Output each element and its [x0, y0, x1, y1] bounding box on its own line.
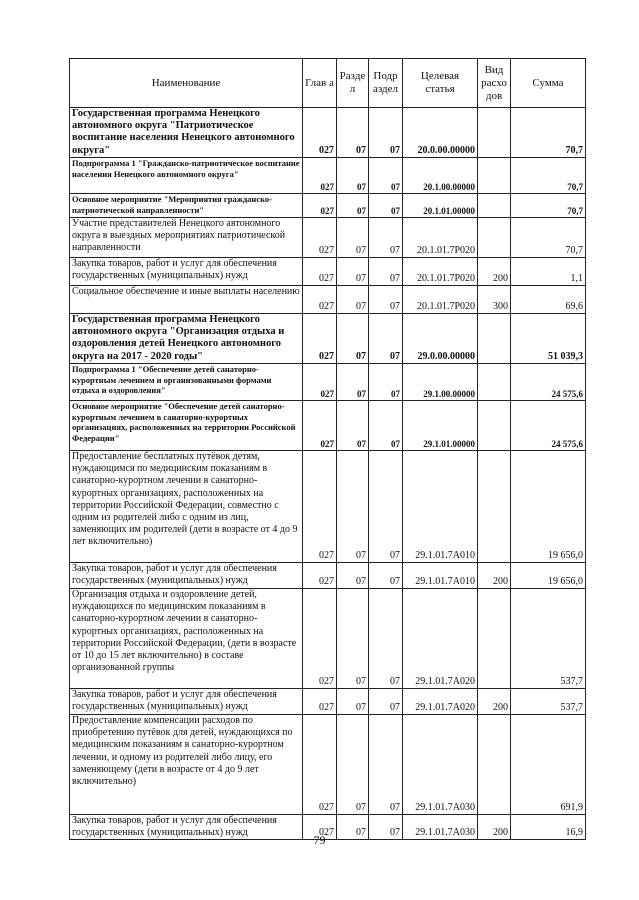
- row-razdel: 07: [337, 314, 369, 364]
- row-podrazdel: 07: [369, 286, 403, 314]
- row-vid-raskhodov: 200: [478, 689, 511, 715]
- row-name: Закупка товаров, работ и услуг для обеспечения государственных (муниципальных) нужд: [70, 689, 303, 715]
- table-body: [70, 108, 586, 840]
- row-glava: 027: [303, 194, 337, 218]
- row-razdel: 07: [337, 815, 369, 840]
- row-name: Социальное обеспечение и иные выплаты населению: [70, 286, 303, 314]
- row-vid-raskhodov: [478, 194, 511, 218]
- row-tselevaya-statya: 29.1.01.7А030: [403, 715, 478, 815]
- row-tselevaya-statya: 20.1.01.00000: [403, 194, 478, 218]
- row-summa: 19 656,0: [511, 563, 586, 589]
- row-tselevaya-statya: 29.1.01.7А010: [403, 563, 478, 589]
- row-glava: 027: [303, 218, 337, 258]
- row-summa: 537,7: [511, 689, 586, 715]
- row-tselevaya-statya: 29.1.01.7А020: [403, 689, 478, 715]
- row-podrazdel: 07: [369, 401, 403, 451]
- row-name: Закупка товаров, работ и услуг для обеспечения государственных (муниципальных) нужд: [70, 258, 303, 286]
- table-header-row: [70, 59, 586, 108]
- row-razdel: 07: [337, 108, 369, 158]
- row-podrazdel: 07: [369, 258, 403, 286]
- row-razdel: 07: [337, 401, 369, 451]
- row-vid-raskhodov: 200: [478, 563, 511, 589]
- table-row: [70, 563, 586, 589]
- row-tselevaya-statya: 29.1.00.00000: [403, 364, 478, 401]
- row-podrazdel: 07: [369, 589, 403, 689]
- row-razdel: 07: [337, 589, 369, 689]
- row-vid-raskhodov: 300: [478, 286, 511, 314]
- header-razdel: Разде л: [337, 59, 369, 108]
- row-podrazdel: 07: [369, 815, 403, 840]
- row-summa: 537,7: [511, 589, 586, 689]
- row-glava: 027: [303, 314, 337, 364]
- row-vid-raskhodov: [478, 314, 511, 364]
- row-razdel: 07: [337, 715, 369, 815]
- row-tselevaya-statya: 29.1.01.7А020: [403, 589, 478, 689]
- row-podrazdel: 07: [369, 314, 403, 364]
- row-podrazdel: 07: [369, 218, 403, 258]
- row-podrazdel: 07: [369, 158, 403, 194]
- row-razdel: 07: [337, 194, 369, 218]
- row-glava: 027: [303, 286, 337, 314]
- row-podrazdel: 07: [369, 108, 403, 158]
- row-name: Подпрограмма 1 "Гражданско-патриотическое воспитание населения Ненецкого автономного округа": [70, 158, 303, 194]
- header-vid-raskhodov: Вид расхо дов: [478, 59, 511, 108]
- row-glava: 027: [303, 364, 337, 401]
- row-tselevaya-statya: 20.1.00.00000: [403, 158, 478, 194]
- row-glava: 027: [303, 815, 337, 840]
- row-glava: 027: [303, 158, 337, 194]
- row-glava: 027: [303, 715, 337, 815]
- row-razdel: 07: [337, 689, 369, 715]
- row-vid-raskhodov: [478, 108, 511, 158]
- row-name: Закупка товаров, работ и услуг для обеспечения государственных (муниципальных) нужд: [70, 563, 303, 589]
- row-vid-raskhodov: [478, 158, 511, 194]
- table-row: [70, 108, 586, 158]
- row-tselevaya-statya: 29.0.00.00000: [403, 314, 478, 364]
- table-row: [70, 589, 586, 689]
- table-row: [70, 715, 586, 815]
- row-name: Основное мероприятие "Мероприятия гражданско-патриотической направленности": [70, 194, 303, 218]
- row-glava: 027: [303, 689, 337, 715]
- row-summa: 51 039,3: [511, 314, 586, 364]
- row-name: Государственная программа Ненецкого автономного округа "Организация отдыха и оздоровления детей Ненецкого автономного округа на 2017 - 2020 годы": [70, 314, 303, 364]
- row-vid-raskhodov: [478, 401, 511, 451]
- row-vid-raskhodov: [478, 715, 511, 815]
- table-row: [70, 364, 586, 401]
- header-tselevaya-statya: Целевая статья: [403, 59, 478, 108]
- row-razdel: 07: [337, 563, 369, 589]
- row-razdel: 07: [337, 286, 369, 314]
- row-vid-raskhodov: 200: [478, 258, 511, 286]
- row-name: Предоставление бесплатных путёвок детям, нуждающимся по медицинским показаниям в санаторно-курортном лечении в санаторно-курортных организациях, расположенных на территории Российской Федерации, совместно с одним из родителей либо с одним из лиц, заменяющих им родителей (дети в возрасте от 4 до 9 лет включительно): [70, 451, 303, 563]
- row-tselevaya-statya: 20.1.01.7Р020: [403, 286, 478, 314]
- row-summa: 69,6: [511, 286, 586, 314]
- table-row: [70, 194, 586, 218]
- row-name: Подпрограмма 1 "Обеспечение детей санаторно-курортным лечением и организованными формами отдыха и оздоровления": [70, 364, 303, 401]
- table-row: [70, 286, 586, 314]
- table-row: [70, 401, 586, 451]
- row-razdel: 07: [337, 258, 369, 286]
- row-podrazdel: 07: [369, 715, 403, 815]
- row-summa: 70,7: [511, 158, 586, 194]
- table-row: [70, 158, 586, 194]
- row-summa: 19 656,0: [511, 451, 586, 563]
- row-summa: 24 575,6: [511, 364, 586, 401]
- header-summa: Сумма: [511, 59, 586, 108]
- budget-table: [69, 58, 586, 840]
- row-glava: 027: [303, 563, 337, 589]
- row-name: Основное мероприятие "Обеспечение детей санаторно-курортным лечением в санаторно-курортных организациях, расположенных на территории Российской Федерации": [70, 401, 303, 451]
- row-summa: 70,7: [511, 218, 586, 258]
- row-podrazdel: 07: [369, 364, 403, 401]
- page-number: 79: [313, 833, 326, 847]
- row-summa: 24 575,6: [511, 401, 586, 451]
- header-name: Наименование: [70, 59, 303, 108]
- row-tselevaya-statya: 20.1.01.7Р020: [403, 218, 478, 258]
- row-tselevaya-statya: 20.1.01.7Р020: [403, 258, 478, 286]
- table-row: [70, 451, 586, 563]
- row-name: Предоставление компенсации расходов по приобретению путёвок для детей, нуждающихся по медицинским показаниям в санаторно-курортном лечении, и одному из родителей либо лицу, его заменяющему (дети в возрасте от 4 до 9 лет включительно): [70, 715, 303, 815]
- table-row: [70, 689, 586, 715]
- row-glava: 027: [303, 401, 337, 451]
- row-summa: 691,9: [511, 715, 586, 815]
- table-row: [70, 258, 586, 286]
- row-vid-raskhodov: [478, 218, 511, 258]
- row-tselevaya-statya: 29.1.01.7А010: [403, 451, 478, 563]
- table-row: [70, 314, 586, 364]
- row-tselevaya-statya: 29.1.01.00000: [403, 401, 478, 451]
- row-razdel: 07: [337, 451, 369, 563]
- header-podrazdel: Подр аздел: [369, 59, 403, 108]
- row-vid-raskhodov: [478, 589, 511, 689]
- row-tselevaya-statya: 29.1.01.7А030: [403, 815, 478, 840]
- row-glava: 027: [303, 258, 337, 286]
- row-vid-raskhodov: 200: [478, 815, 511, 840]
- row-tselevaya-statya: 20.0.00.00000: [403, 108, 478, 158]
- row-summa: 70,7: [511, 108, 586, 158]
- row-name: Участие представителей Ненецкого автономного округа в выездных мероприятиях патриотической направленности: [70, 218, 303, 258]
- row-podrazdel: 07: [369, 194, 403, 218]
- row-podrazdel: 07: [369, 451, 403, 563]
- row-glava: 027: [303, 589, 337, 689]
- row-summa: 16,9: [511, 815, 586, 840]
- row-razdel: 07: [337, 364, 369, 401]
- row-razdel: 07: [337, 218, 369, 258]
- row-name: Закупка товаров, работ и услуг для обеспечения государственных (муниципальных) нужд: [70, 815, 303, 840]
- header-glava: Глав а: [303, 59, 337, 108]
- row-vid-raskhodov: [478, 451, 511, 563]
- table-row: [70, 218, 586, 258]
- row-razdel: 07: [337, 158, 369, 194]
- row-summa: 1,1: [511, 258, 586, 286]
- row-summa: 70,7: [511, 194, 586, 218]
- row-vid-raskhodov: [478, 364, 511, 401]
- row-podrazdel: 07: [369, 563, 403, 589]
- row-name: Организация отдыха и оздоровление детей, нуждающихся по медицинским показаниям в санаторно-курортном лечении в санаторно-курортных организациях, расположенных на территории Российской Федерации, (дети в возрасте от 10 до 15 лет включительно) в составе организованной группы: [70, 589, 303, 689]
- row-name: Государственная программа Ненецкого автономного округа "Патриотическое воспитание населения Ненецкого автономного округа": [70, 108, 303, 158]
- row-glava: 027: [303, 108, 337, 158]
- row-podrazdel: 07: [369, 689, 403, 715]
- row-glava: 027: [303, 451, 337, 563]
